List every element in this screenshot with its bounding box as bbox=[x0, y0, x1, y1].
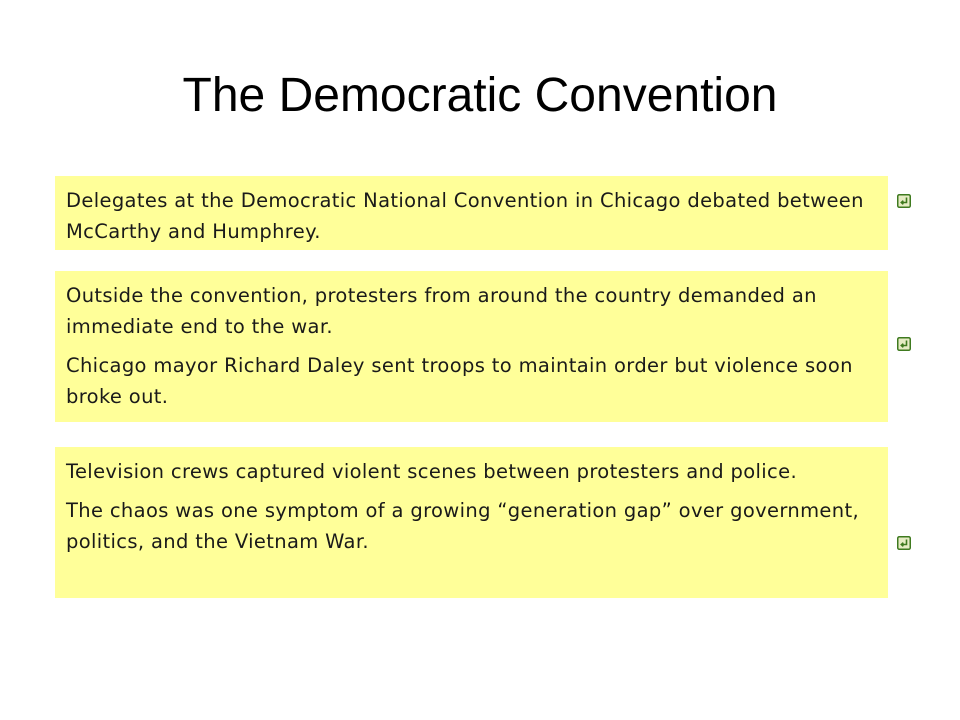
text-box-protesters bbox=[55, 271, 888, 422]
return-arrow-icon[interactable] bbox=[897, 194, 911, 208]
text-box-television bbox=[55, 447, 888, 598]
return-arrow-icon[interactable] bbox=[897, 536, 911, 550]
box-paragraph: Delegates at the Democratic National Convention in Chicago debated between McCarthy and Humphrey. bbox=[66, 189, 864, 243]
return-arrow-icon[interactable] bbox=[897, 337, 911, 351]
box-paragraph: The chaos was one symptom of a growing “generation gap” over government, politics, and the Vietnam War. bbox=[66, 499, 860, 553]
box-paragraph: Television crews captured violent scenes between protesters and police. bbox=[66, 460, 797, 483]
text-box-delegates bbox=[55, 176, 888, 250]
box-paragraph: Outside the convention, protesters from around the country demanded an immediate end to the war. bbox=[66, 284, 817, 338]
box-paragraph: Chicago mayor Richard Daley sent troops to maintain order but violence soon broke out. bbox=[66, 354, 853, 408]
slide-title: The Democratic Convention bbox=[182, 69, 778, 122]
